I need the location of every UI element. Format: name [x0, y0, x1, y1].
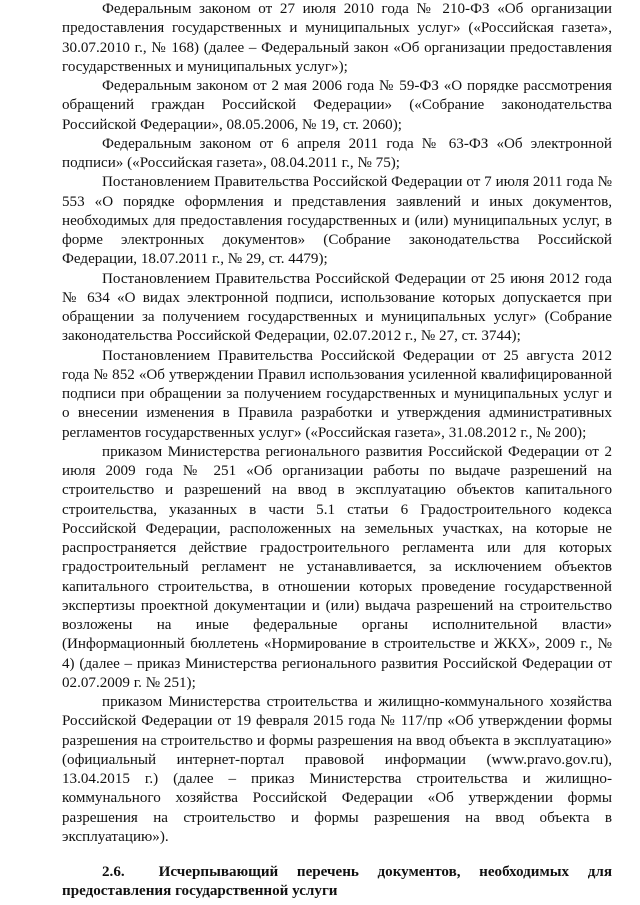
- paragraph-order-117: приказом Министерства строительства и жилищно-коммунального хозяйства Российской Федерации от 19 февраля 2015 года № 117/пр «Об утверждении формы разрешения на строительство и формы разрешения на ввод объекта в эксплуатацию» (официальный интернет-портал правовой информации (www.pravo.gov.ru), 13.04.2015 г.) (далее – приказ Министерства строительства и жилищно-коммунального хозяйства Российской Федерации «Об утверждении формы разрешения на строительство и формы разрешения на ввод объекта в эксплуатацию»).: [62, 694, 612, 845]
- section-number: 2.6.: [102, 864, 125, 880]
- section-title: Исчерпывающий перечень документов, необходимых для предоставления государственной услуги: [62, 864, 612, 900]
- paragraph-resolution-852: Постановлением Правительства Российской Федерации от 25 августа 2012 года № 852 «Об утверждении Правил использования усиленной квалифицированной подписи при обращении за получением государственных и муниципальных услуг и о внесении изменения в Правила разработки и утверждения административных регламентов государственных услуг» («Российская газета», 31.08.2012 г., № 200);: [62, 347, 612, 441]
- section-heading: [62, 863, 612, 902]
- paragraph-federal-law-59: Федеральным законом от 2 мая 2006 года № 59-ФЗ «О порядке рассмотрения обращений граждан Российской Федерации» («Собрание законодательства Российской Федерации», 08.05.2006, № 19, ст. 2060);: [62, 78, 612, 133]
- paragraph-order-251: приказом Министерства регионального развития Российской Федерации от 2 июля 2009 года № 251 «Об организации работы по выдаче разрешений на строительство и разрешений на ввод в эксплуатацию объектов капитального строительства, указанных в части 5.1 статьи 6 Градостроительного кодекса Российской Федерации, расположенных на земельных участках, на которые не распространяется действие градостроительного регламента или для которых градостроительный регламент не устанавливается, за исключением объектов капитального строительства, в отношении которых проведение государственной экспертизы проектной документации и (или) выдача разрешений на строительство возложены на иные федеральные органы исполнительной власти» (Информационный бюллетень «Нормирование в строительстве и ЖКХ», 2009 г., № 4) (далее – приказ Министерства регионального развития Российской Федерации от 02.07.2009 г. № 251);: [62, 443, 612, 691]
- document-page: [62, 0, 612, 902]
- paragraph-resolution-553: Постановлением Правительства Российской Федерации от 7 июля 2011 года № 553 «О порядке оформления и представления заявлений и иных документов, необходимых для предоставления государственных и (или) муниципальных услуг, в форме электронных документов» (Собрание законодательства Российской Федерации, 18.07.2011 г., № 29, ст. 4479);: [62, 174, 612, 268]
- paragraph-federal-law-210: Федеральным законом от 27 июля 2010 года № 210-ФЗ «Об организации предоставления государственных и муниципальных услуг» («Российская газета», 30.07.2010 г., № 168) (далее – Федеральный закон «Об организации предоставления государственных и муниципальных услуг»);: [62, 1, 612, 75]
- paragraph-federal-law-63: Федеральным законом от 6 апреля 2011 года № 63-ФЗ «Об электронной подписи» («Российская газета», 08.04.2011 г., № 75);: [62, 135, 612, 171]
- paragraph-resolution-634: Постановлением Правительства Российской Федерации от 25 июня 2012 года № 634 «О видах электронной подписи, использование которых допускается при обращении за получением государственных и муниципальных услуг» (Собрание законодательства Российской Федерации, 02.07.2012 г., № 27, ст. 3744);: [62, 270, 612, 345]
